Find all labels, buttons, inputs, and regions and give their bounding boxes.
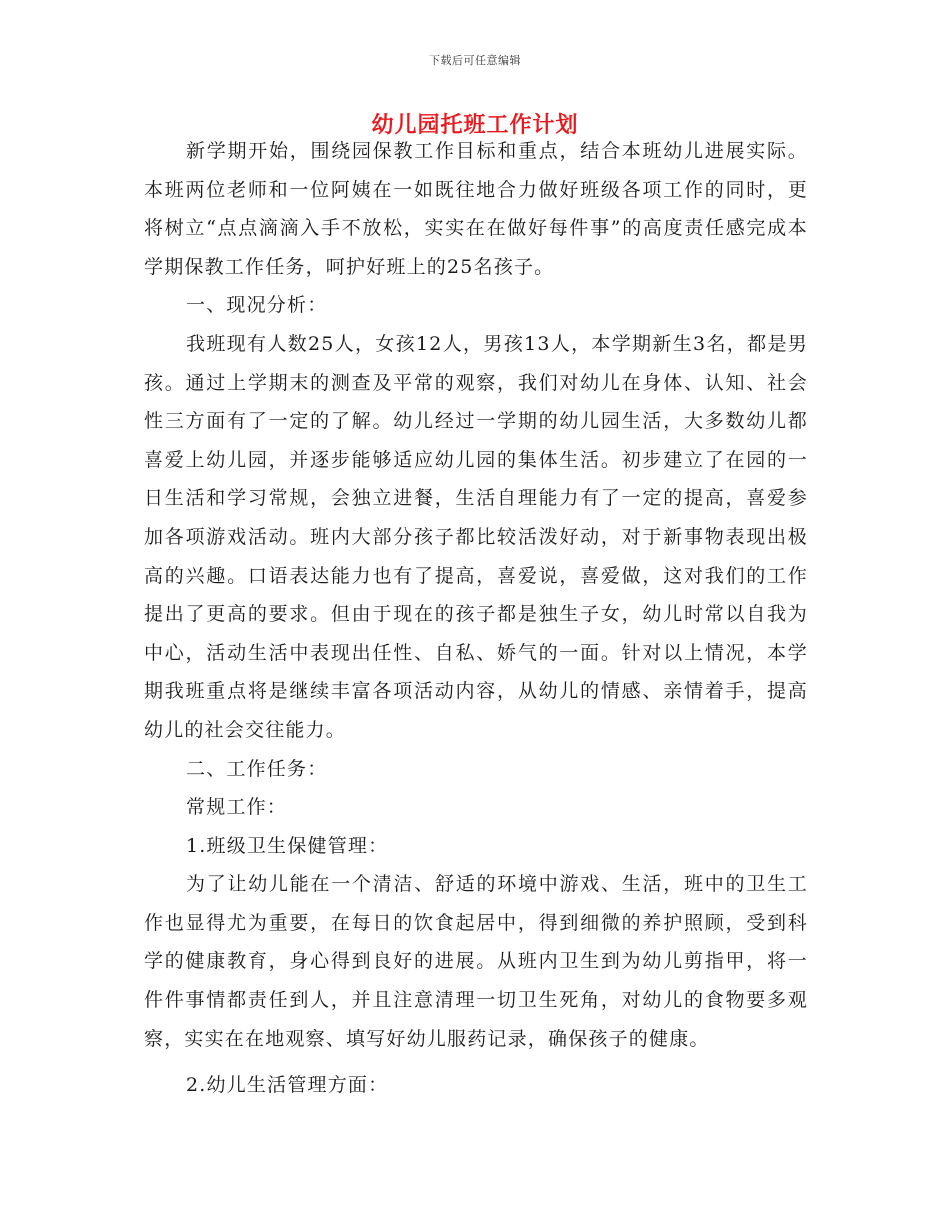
paragraph-situation: 我班现有人数25人，女孩12人，男孩13人，本学期新生3名，都是男孩。通过上学期末的测查及平常的观察，我们对幼儿在身体、认知、社会性三方面有了一定的了解。幼儿经过一学期的幼儿园生活，大多数幼儿都喜爱上幼儿园，并逐步能够适应幼儿园的集体生活。初步建立了在园的一日生活和学习常规，会独立进餐，生活自理能力有了一定的提高，喜爱参加各项游戏活动。班内大部分孩子都比较活泼好动，对于新事物表现出极高的兴趣。口语表达能力也有了提高，喜爱说，喜爱做，这对我们的工作提出了更高的要求。但由于现在的孩子都是独生子女，幼儿时常以自我为中心，活动生活中表现出任性、自私、娇气的一面。针对以上情况，本学期我班重点将是继续丰富各项活动内容，从幼儿的情感、亲情着手，提高幼儿的社会交往能力。 [144,332,808,741]
paragraph-hygiene: 为了让幼儿能在一个清洁、舒适的环境中游戏、生活，班中的卫生工作也显得尤为重要，在每日的饮食起居中，得到细微的养护照顾，受到科学的健康教育，身心得到良好的进展。从班内卫生到为幼儿剪指甲，将一件件事情都责任到人，并且注意清理一切卫生死角，对幼儿的食物要多观察，实实在在地观察、填写好幼儿服药记录，确保孩子的健康。 [144,873,808,1050]
header-note: 下载后可任意编辑 [429,54,521,67]
subheading-hygiene: 1.班级卫生保健管理： [186,834,389,857]
subheading-life-management: 2.幼儿生活管理方面： [186,1074,389,1097]
subheading-routine: 常规工作： [186,796,288,819]
paragraph-intro: 新学期开始，围绕园保教工作目标和重点，结合本班幼儿进展实际。本班两位老师和一位阿姨在一如既往地合力做好班级各项工作的同时，更将树立“点点滴滴入手不放松，实实在在做好每件事”的高度责任感完成本学期保教工作任务，呵护好班上的25名孩子。 [144,140,808,278]
document-body [144,132,808,1105]
document-title: 幼儿园托班工作计划 [371,112,579,138]
section-heading-tasks: 二、工作任务： [186,757,328,780]
section-heading-situation: 一、现况分析： [186,294,328,317]
